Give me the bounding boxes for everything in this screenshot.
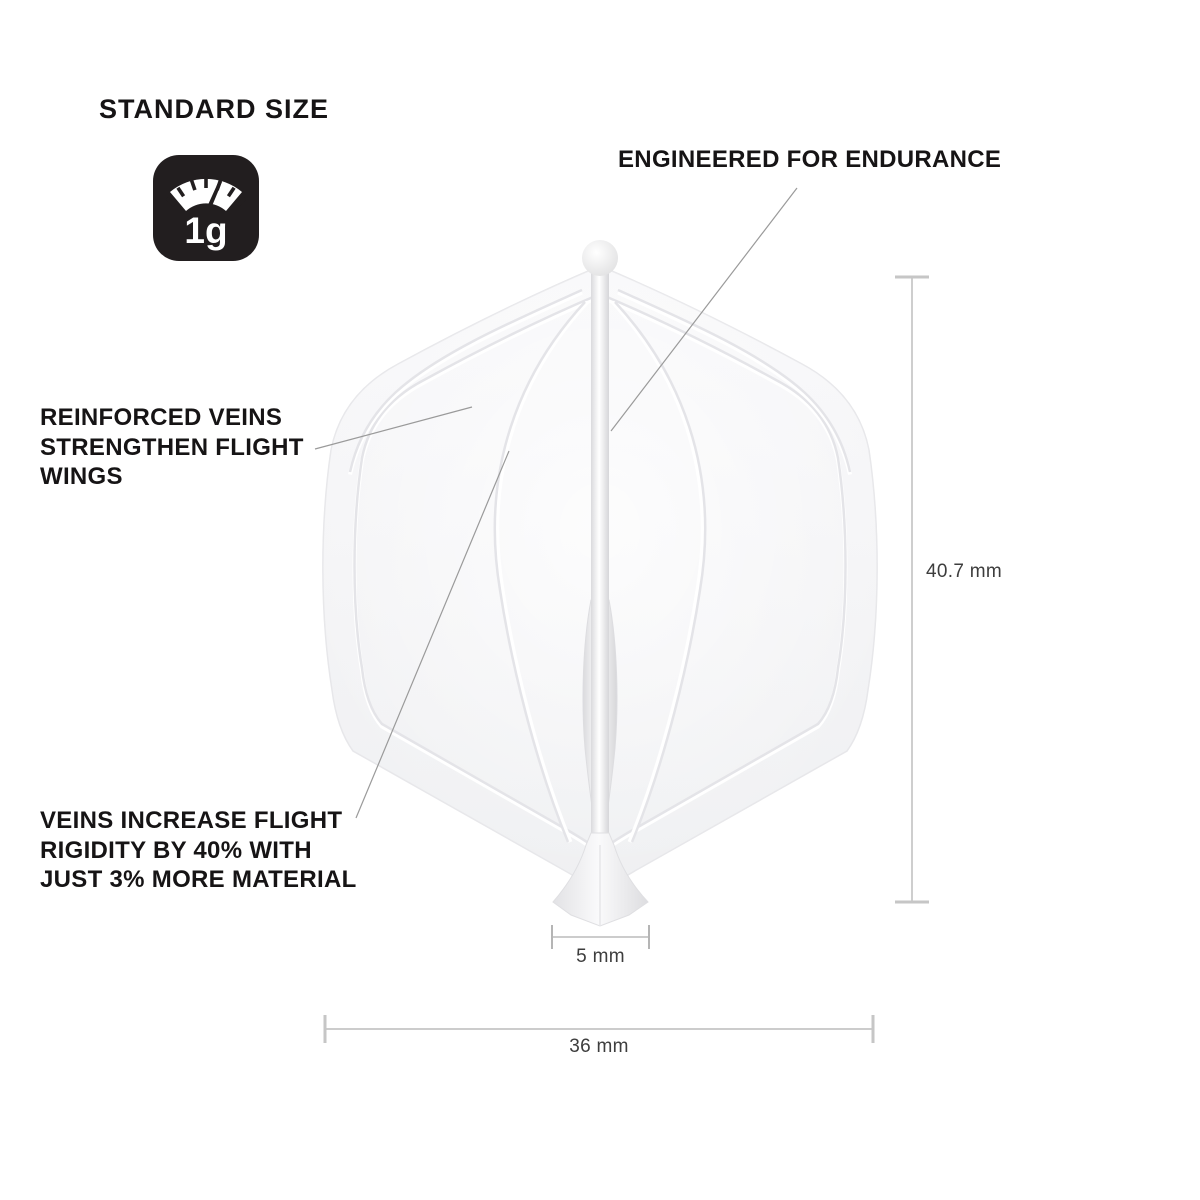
dart-flight (323, 240, 877, 926)
page-title: STANDARD SIZE (99, 94, 330, 124)
callout-vein-rigidity: VEINS INCREASE FLIGHT RIGIDITY BY 40% WITH JUST 3% MORE MATERIAL (40, 807, 357, 894)
dimension-height (895, 277, 929, 902)
dimension-height-label: 40.7 mm (926, 561, 1003, 582)
dimension-width-label: 36 mm (569, 1036, 629, 1057)
callout-reinforced-veins: REINFORCED VEINS STRENGTHEN FLIGHT WINGS (40, 404, 304, 491)
dimension-stem-width-label: 5 mm (576, 946, 625, 967)
weight-value: 1g (184, 210, 228, 251)
dimension-stem-width (552, 925, 649, 949)
dimension-width (325, 1015, 873, 1043)
flight-stem (591, 262, 609, 840)
flight-stem-ball (582, 240, 618, 276)
callout-endurance: ENGINEERED FOR ENDURANCE (618, 146, 1002, 173)
